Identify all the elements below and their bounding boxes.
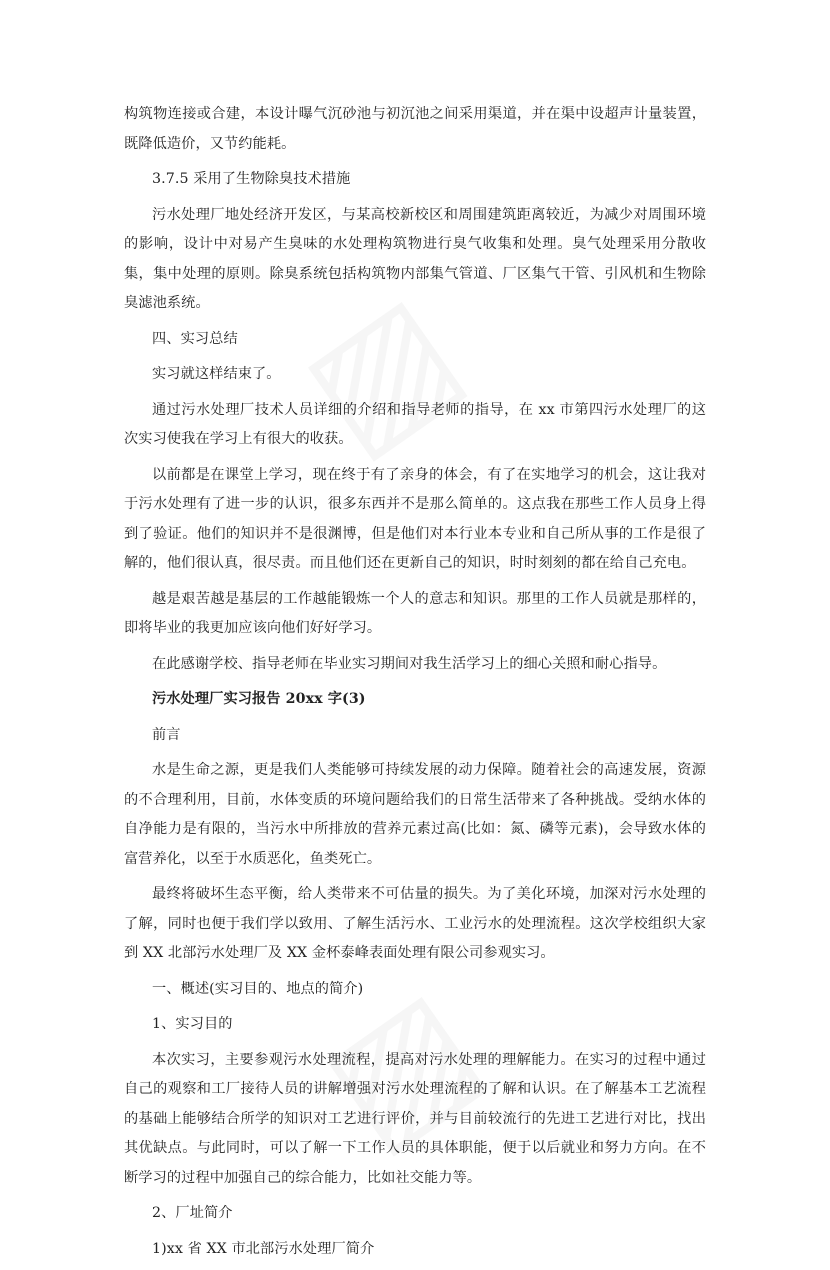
section-heading: 1、实习目的 xyxy=(152,1016,233,1032)
report-title: 污水处理厂实习报告 20xx 字(3) xyxy=(152,691,366,707)
document-content xyxy=(124,100,706,1270)
section-heading: 3.7.5 采用了生物除臭技术措施 xyxy=(152,171,351,187)
paragraph: 越是艰苦越是基层的工作越能锻炼一个人的意志和知识。那里的工作人员就是那样的，即将毕业的我更加应该向他们好好学习。 xyxy=(124,590,706,636)
paragraph: 污水处理厂地处经济开发区，与某高校新校区和周围建筑距离较近，为减少对周围环境的影响，设计中对易产生臭味的水处理构筑物进行臭气收集和处理。臭气处理采用分散收集，集中处理的原则。除臭系统包括构筑物内部集气管道、厂区集气干管、引风机和生物除臭滤池系统。 xyxy=(124,206,706,311)
paragraph: 在此感谢学校、指导老师在毕业实习期间对我生活学习上的细心关照和耐心指导。 xyxy=(152,655,667,672)
section-heading: 四、实习总结 xyxy=(152,330,238,347)
section-heading: 前言 xyxy=(152,726,181,743)
paragraph: 实习就这样结束了。 xyxy=(152,366,281,382)
paragraph: 水是生命之源，更是我们人类能够可持续发展的动力保障。随着社会的高速发展，资源的不合理利用，目前，水体变质的环境问题给我们的日常生活带来了各种挑战。受纳水体的自净能力是有限的，当污水中所排放的营养元素过高(比如：氮、磷等元素)，会导致水体的富营养化，以至于水质恶化，鱼类死亡。 xyxy=(124,762,706,867)
paragraph: 构筑物连接或合建，本设计曝气沉砂池与初沉池之间采用渠道，并在渠中设超声计量装置，既降低造价，又节约能耗。 xyxy=(124,106,706,152)
section-heading: 一、概述(实习目的、地点的简介) xyxy=(152,980,364,997)
paragraph: 通过污水处理厂技术人员详细的介绍和指导老师的指导，在 xx 市第四污水处理厂的这次实习使我在学习上有很大的收获。 xyxy=(124,401,706,447)
section-heading: 1)xx 省 XX 市北部污水处理厂简介 xyxy=(152,1240,375,1257)
paragraph: 本次实习，主要参观污水处理流程，提高对污水处理的理解能力。在实习的过程中通过自己的观察和工厂接待人员的讲解增强对污水处理流程的了解和认识。在了解基本工艺流程的基础上能够结合所学的知识对工艺进行评价，并与目前较流行的先进工艺进行对比，找出其优缺点。与此同时，可以了解一下工作人员的具体职能，便于以后就业和努力方向。在不断学习的过程中加强自己的综合能力，比如社交能力等。 xyxy=(124,1051,706,1186)
section-heading: 2、厂址简介 xyxy=(152,1205,233,1221)
paragraph: 以前都是在课堂上学习，现在终于有了亲身的体会，有了在实地学习的机会，这让我对于污水处理有了进一步的认识，很多东西并不是那么简单的。这点我在那些工作人员身上得到了验证。他们的知识并不是很渊博，但是他们对本行业本专业和自己所从事的工作是很了解的，他们很认真，很尽责。而且他们还在更新自己的知识，时时刻刻的都在给自己充电。 xyxy=(124,466,706,571)
paragraph: 最终将破坏生态平衡，给人类带来不可估量的损失。为了美化环境，加深对污水处理的了解，同时也便于我们学以致用、了解生活污水、工业污水的处理流程。这次学校组织大家到 XX 北部污水处理厂及 XX 金杯泰峰表面处理有限公司参观实习。 xyxy=(124,886,706,961)
